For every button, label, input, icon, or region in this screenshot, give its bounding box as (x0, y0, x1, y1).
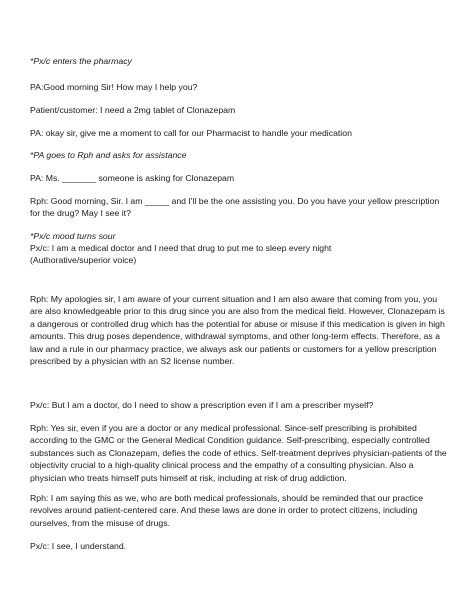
dialogue-paragraph: Rph: Yes sir, even if you are a doctor or any medical professional. Since-self prescribing is prohibited according to the GMC or the General Medical Condition guidance. Self-prescribing, especially controlled substances such as Clonazepam, defies the code of ethics. Self-treatment deprives physician-patients of the objectivity crucial to a high-quality clinical process and the empathy of a consulting physician. Also a physician who treats himself puts himself at risk, including at risk of drug addiction. (30, 423, 447, 483)
dialogue-paragraph: Rph: I am saying this as we, who are both medical professionals, should be reminded that our practice revolves around patient-centered care. And these laws are done in order to protect citizens, including ourselves, from the misuse of drugs. (30, 493, 424, 528)
stage-direction: *Px/c mood turns sour (30, 231, 116, 241)
dialogue-line: Px/c: I am a medical doctor and I need that drug to put me to sleep every night (30, 243, 332, 253)
stage-direction: *Px/c enters the pharmacy (30, 56, 132, 66)
dialogue-line: PA:Good morning Sir! How may I help you? (30, 82, 198, 92)
dialogue-line: Px/c: I see, I understand. (30, 541, 127, 551)
dialogue-paragraph: Rph: My apologies sir, I am aware of your current situation and I am also aware that coming from you, you are also knowledgeable prior to this drug since you are also from the medical field. However, Clonazepam is a dangerous or controlled drug which has the potential for abuse or misuse if this medication is given in high amounts. This drug poses dependence, withdrawal symptoms, and other long-term effects. Therefore, as a law and a rule in our pharmacy practice, we always ask our patients or customers for a yellow prescription prescribed by a physician with an S2 license number. (30, 294, 445, 367)
dialogue-line: Px/c: But I am a doctor, do I need to show a prescription even if I am a prescriber myself? (30, 400, 374, 410)
dialogue-line: PA: Ms. _______ someone is asking for Clonazepam (30, 173, 235, 183)
dialogue-line: Patient/customer: I need a 2mg tablet of Clonazepam (30, 105, 236, 115)
stage-direction: *PA goes to Rph and asks for assistance (30, 150, 187, 160)
dialogue-paragraph: Rph: Good morning, Sir. I am _____ and I'll be the one assisting you. Do you have your yellow prescription for the drug? May I see it? (30, 196, 440, 219)
voice-note: (Authorative/superior voice) (30, 255, 137, 265)
dialogue-line: PA: okay sir, give me a moment to call for our Pharmacist to handle your medication (30, 128, 352, 138)
